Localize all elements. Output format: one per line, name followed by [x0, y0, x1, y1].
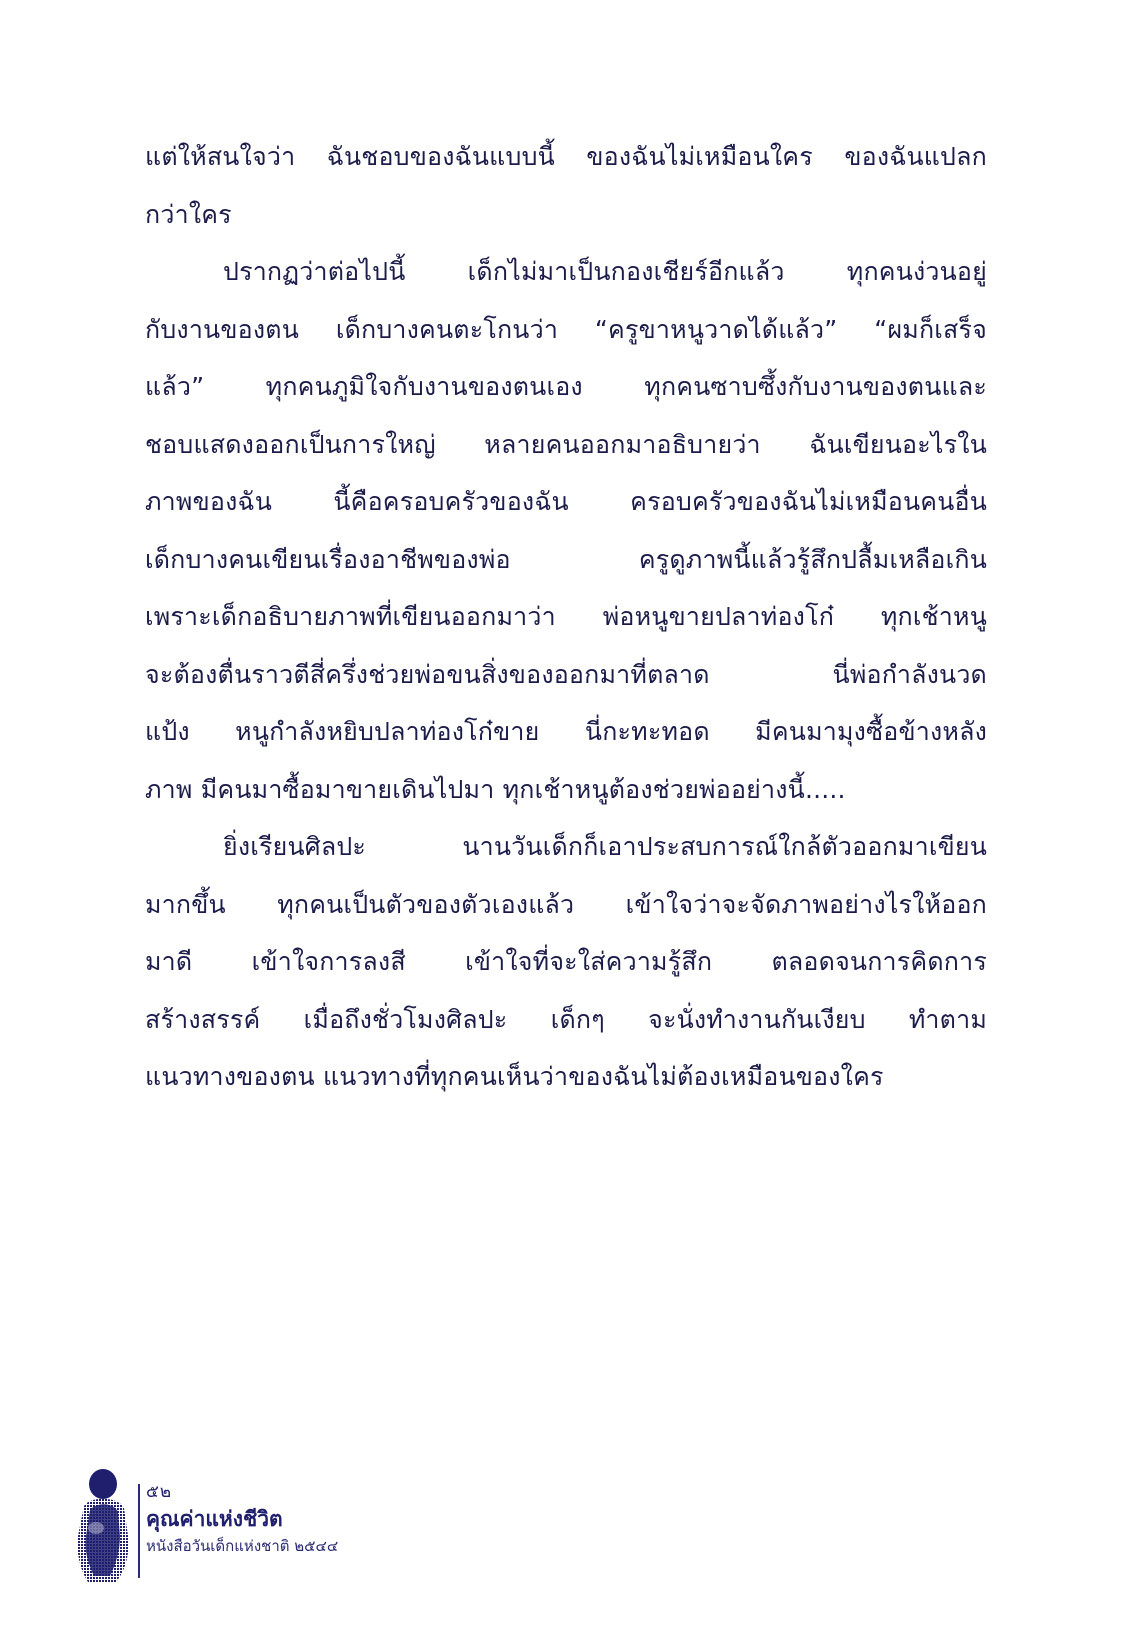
paragraph-line: แต่ให้สนใจว่า ฉันชอบของฉันแบบนี้ ของฉันไม่เหมือนใคร ของฉันแปลก	[145, 142, 987, 171]
paragraph-line: เด็กบางคนเขียนเรื่องอาชีพของพ่อ ครูดูภาพนี้แล้วรู้สึกปลื้มเหลือเกิน	[145, 544, 987, 574]
paragraph-line: ภาพ มีคนมาซื้อมาขายเดินไปมา ทุกเช้าหนูต้องช่วยพ่ออย่างนี้.....	[145, 774, 846, 804]
paragraph-line: ยิ่งเรียนศิลปะ นานวันเด็กก็เอาประสบการณ์ใกล้ตัวออกมาเขียน	[223, 832, 987, 861]
book-subtitle: หนังสือวันเด็กแห่งชาติ ๒๕๔๔	[146, 1537, 339, 1555]
child-silhouette-icon	[72, 1466, 134, 1584]
paragraph-line: ปรากฏว่าต่อไปนี้ เด็กไม่มาเป็นกองเชียร์อีกแล้ว ทุกคนง่วนอยู่	[223, 257, 987, 286]
page-footer	[72, 1466, 392, 1584]
footer-divider	[138, 1484, 140, 1578]
paragraph-line: กว่าใคร	[145, 199, 232, 229]
paragraph-line: แนวทางของตน แนวทางที่ทุกคนเห็นว่าของฉันไม่ต้องเหมือนของใคร	[145, 1062, 884, 1091]
page-number: ๕๒	[146, 1482, 173, 1502]
paragraph-line: ชอบแสดงออกเป็นการใหญ่ หลายคนออกมาอธิบายว่า ฉันเขียนอะไรใน	[145, 429, 987, 459]
paragraph-line: สร้างสรรค์ เมื่อถึงชั่วโมงศิลปะ เด็กๆ จะนั่งทำงานกันเงียบ ทำตาม	[145, 1004, 987, 1034]
paragraph-line: แล้ว” ทุกคนภูมิใจกับงานของตนเอง ทุกคนซาบซึ้งกับงานของตนและ	[145, 372, 987, 401]
paragraph-line: มาดี เข้าใจการลงสี เข้าใจที่จะใส่ความรู้สึก ตลอดจนการคิดการ	[145, 947, 987, 976]
paragraph-line: มากขึ้น ทุกคนเป็นตัวของตัวเองแล้ว เข้าใจว่าจะจัดภาพอย่างไรให้ออก	[145, 889, 987, 919]
paragraph-line: จะต้องตื่นราวตีสี่ครึ่งช่วยพ่อขนสิ่งของออกมาที่ตลาด นี่พ่อกำลังนวด	[145, 659, 987, 689]
book-title: คุณค่าแห่งชีวิต	[146, 1507, 283, 1531]
footer-text-block	[146, 1480, 338, 1558]
page-body	[145, 128, 987, 1106]
paragraph-line: ภาพของฉัน นี้คือครอบครัวของฉัน ครอบครัวของฉันไม่เหมือนคนอื่น	[145, 487, 987, 516]
paragraph-line: กับงานของตน เด็กบางคนตะโกนว่า “ครูขาหนูวาดได้แล้ว” “ผมก็เสร็จ	[145, 314, 987, 344]
paragraph-line: เพราะเด็กอธิบายภาพที่เขียนออกมาว่า พ่อหนูขายปลาท่องโก๋ ทุกเช้าหนู	[145, 602, 987, 631]
paragraph-line: แป้ง หนูกำลังหยิบปลาท่องโก๋ขาย นี่กะทะทอด มีคนมามุงซื้อข้างหลัง	[145, 717, 987, 746]
